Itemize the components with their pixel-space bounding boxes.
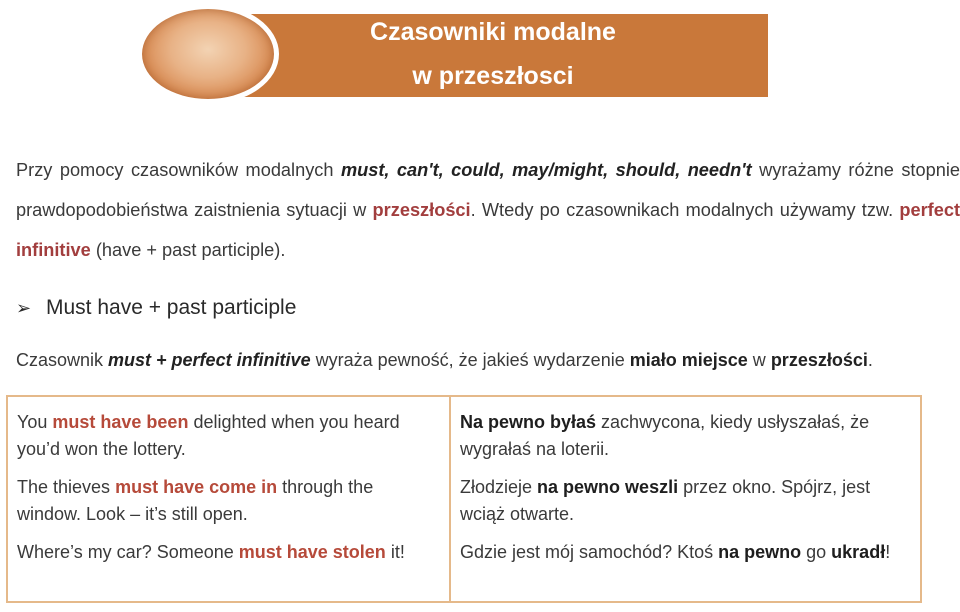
rule-text: w (747, 350, 771, 370)
example-english-1: You must have been delighted when you heard you’d won the lottery. (17, 412, 400, 459)
intro-modals: must, can't, could, may/might, should, needn't (340, 160, 752, 180)
examples-divider (449, 397, 451, 601)
english-examples-column (17, 409, 427, 577)
section-heading (16, 296, 296, 320)
intro-text: (have + past participle). (90, 240, 286, 260)
examples-table (6, 395, 922, 603)
rule-text: wyraża pewność, że jakieś wydarzenie (310, 350, 630, 370)
example-polish-3: Gdzie jest mój samochód? Ktoś na pewno go ukradł! (460, 542, 891, 562)
intro-paragraph (16, 150, 960, 270)
intro-text: wyrażamy różne stopnie prawdopodobieństwa zaistnienia sytuacji w (16, 160, 960, 220)
rule-past: przeszłości (770, 350, 868, 370)
intro-past: przeszłości (372, 200, 471, 220)
example-english-2: The thieves must have come in through the window. Look – it’s still open. (17, 477, 374, 524)
arrowhead-bullet-icon: ➢ (16, 298, 32, 318)
intro-text: . Wtedy po czasownikach modalnych używamy tzw. (470, 200, 900, 220)
rule-happened: miało miejsce (629, 350, 748, 370)
intro-perfect-infinitive: perfect infinitive (16, 200, 960, 260)
rule-text: Czasownik (16, 350, 109, 370)
section-heading-text: Must have + past participle (46, 296, 297, 319)
rule-sentence (16, 350, 960, 371)
decorative-oval-image (137, 4, 279, 104)
rule-text: . (867, 350, 873, 370)
page-title-line1: Czasowniki modalne (370, 18, 616, 46)
example-english-3: Where’s my car? Someone must have stolen it! (17, 542, 405, 562)
polish-examples-column (460, 409, 915, 577)
example-polish-1: Na pewno byłaś zachwycona, kiedy usłyszałaś, że wygrałaś na loterii. (460, 412, 870, 459)
page-title-line2: w przeszłosci (412, 62, 574, 90)
intro-text: Przy pomocy czasowników modalnych (16, 160, 341, 180)
example-polish-2: Złodzieje na pewno weszli przez okno. Spójrz, jest wciąż otwarte. (460, 477, 871, 524)
rule-term: must + perfect infinitive (108, 350, 311, 370)
